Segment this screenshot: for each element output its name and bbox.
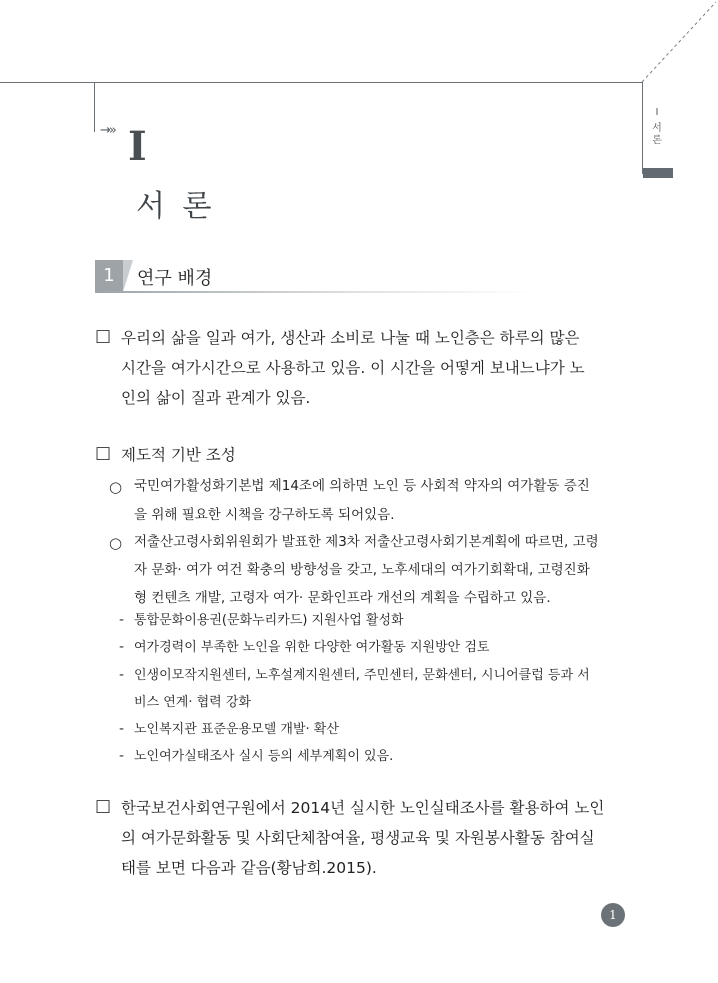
page-number: 1 (601, 903, 625, 927)
dash-bullet-icon: - (119, 721, 125, 737)
para1-line-3: 인의 삶이 질과 관계가 있음. (121, 389, 311, 407)
para2-dash-2: 여가경력이 부족한 노인을 위한 다양한 여가활동 지원방안 검토 (134, 640, 490, 655)
para3-line-3: 태를 보면 다음과 같음(황남희.2015). (121, 859, 377, 877)
para2-sub1-line-2: 을 위해 필요한 시책을 강구하도록 되어있음. (134, 507, 395, 523)
dash-bullet-icon: - (119, 612, 125, 628)
para2-dash-4: 노인복지관 표준운용모델 개발· 확산 (134, 722, 339, 737)
section-title: 연구 배경 (137, 268, 213, 289)
para2-sub1-line-1: 국민여가활성화기본법 제14조에 의하면 노인 등 사회적 약자의 여가활동 증진 (134, 478, 590, 494)
side-tab-bar (643, 168, 673, 178)
left-frame-line (94, 82, 95, 132)
chapter-arrow-icon: →» (100, 123, 115, 138)
side-tab-char-1: 서 (652, 123, 662, 134)
para2-dash-1: 통합문화이용권(문화누리카드) 지원사업 활성화 (134, 613, 404, 628)
corner-dashed-line (640, 0, 718, 84)
section-underline (95, 291, 535, 293)
dash-bullet-icon: - (119, 748, 125, 764)
right-frame-line (642, 82, 643, 174)
para2-heading: 제도적 기반 조성 (121, 446, 236, 464)
para2-sub2-line-1: 저출산고령사회위원회가 발표한 제3차 저출산고령사회기본계획에 따르면, 고령 (134, 534, 599, 550)
box-bullet-icon: □ (95, 443, 112, 463)
header-rule (0, 82, 643, 83)
box-bullet-icon: □ (95, 326, 112, 346)
circle-bullet-icon: ○ (109, 534, 123, 552)
para2-sub2-line-3: 형 컨텐츠 개발, 고령자 여가· 문화인프라 개선의 계획을 수립하고 있음. (134, 590, 551, 606)
para2-dash-3-line-2: 비스 연계· 협력 강화 (134, 695, 251, 710)
section-header (95, 260, 535, 292)
para2-dash-5: 노인여가실태조사 실시 등의 세부계획이 있음. (134, 749, 394, 764)
para2-dash-3-line-1: 인생이모작지원센터, 노후설계지원센터, 주민센터, 문화센터, 시니어클럽 등과 서 (134, 668, 590, 683)
dash-bullet-icon: - (119, 667, 125, 683)
para1-line-1: 우리의 삶을 일과 여가, 생산과 소비로 나눌 때 노인층은 하루의 많은 (121, 329, 580, 347)
para3-line-1: 한국보건사회연구원에서 2014년 실시한 노인실태조사를 활용하여 노인 (121, 799, 605, 817)
side-tab-numeral: I (655, 107, 659, 118)
side-tab-char-2: 론 (652, 135, 662, 146)
chapter-numeral: I (128, 123, 147, 170)
para3-line-2: 의 여가문화활동 및 사회단체참여율, 평생교육 및 자원봉사활동 참여실 (121, 829, 595, 847)
section-number-slant (123, 260, 133, 292)
circle-bullet-icon: ○ (109, 478, 123, 496)
box-bullet-icon: □ (95, 796, 112, 816)
para2-sub2-line-2: 자 문화· 여가 여건 확충의 방향성을 갖고, 노후세대의 여가기회확대, 고령진화 (134, 562, 590, 578)
para1-line-2: 시간을 여가시간으로 사용하고 있음. 이 시간을 어떻게 보내느냐가 노 (121, 359, 585, 377)
section-number: 1 (95, 260, 123, 292)
side-chapter-tab (647, 107, 667, 147)
dash-bullet-icon: - (119, 639, 125, 655)
chapter-title: 서 론 (136, 189, 216, 224)
